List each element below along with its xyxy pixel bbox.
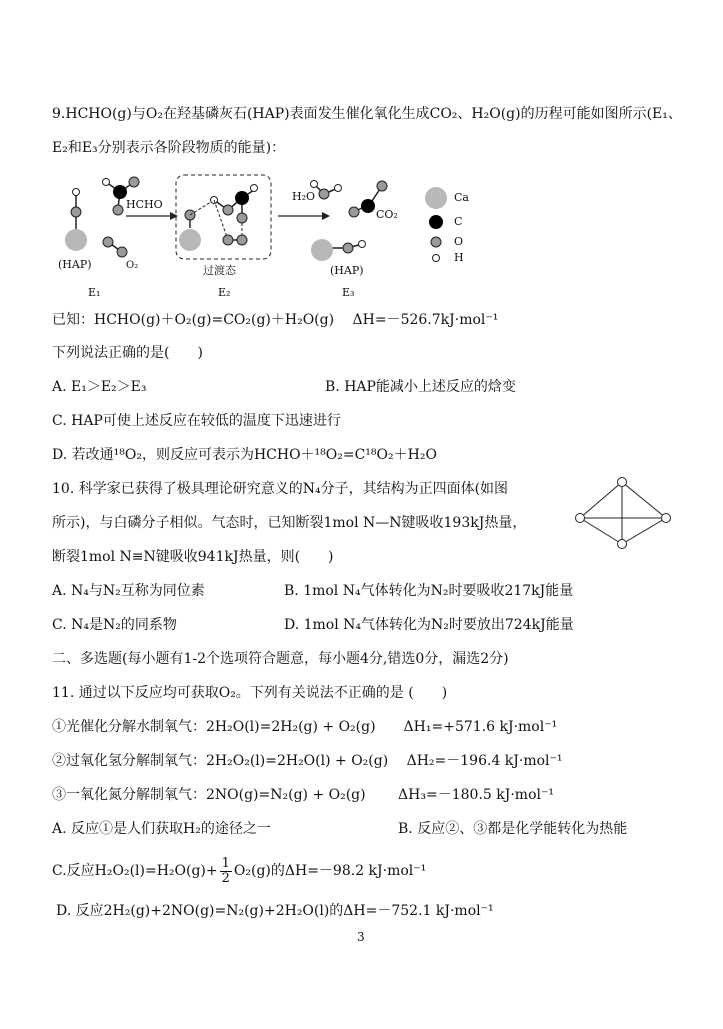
fraction-denominator: 2: [221, 870, 230, 886]
q11-option-c-part2: O₂(g)的ΔH=－98.2 kJ·mol⁻¹: [233, 863, 427, 879]
legend-c-swatch: [429, 215, 443, 229]
q9-option-a: A. E₁＞E₂＞E₃: [52, 379, 147, 395]
n-atom: [618, 478, 627, 487]
legend-h-swatch: [433, 255, 440, 262]
n-atom: [662, 514, 671, 523]
transition-state-label: 过渡态: [203, 264, 236, 277]
n4-tetrahedron-figure: [574, 474, 674, 554]
o2-label: O₂: [126, 260, 139, 271]
q11-reaction-3: ③一氧化氮分解制氧气：2NO(g)=N₂(g) + O₂(g) ΔH₃=－180.5 kJ·mol⁻¹: [52, 787, 554, 803]
legend-c-label: C: [454, 215, 463, 228]
q11-option-c: [52, 854, 426, 888]
q10-stem-line3: 断裂1mol N≡N键吸收941kJ热量，则( ): [52, 549, 334, 565]
q9-stem-line1: 9.HCHO(g)与O₂在羟基磷灰石(HAP)表面发生催化氧化生成CO₂、H₂O(g)的历程可能如图所示(E₁、: [52, 106, 682, 122]
q11-option-a: A. 反应①是人们获取H₂的途径之一: [52, 821, 271, 837]
q10-option-a: A. N₄与N₂互称为同位素: [52, 583, 205, 599]
page-number: 3: [357, 930, 365, 944]
ca-atom: [65, 229, 87, 251]
q9-option-c: C. HAP可使上述反应在较低的温度下迅速进行: [52, 413, 341, 429]
q11-reaction-2: ②过氧化氢分解制氧气：2H₂O₂(l)=2H₂O(l) + O₂(g) ΔH₂=－196.4 kJ·mol⁻¹: [52, 753, 563, 769]
reaction-mechanism-diagram: [52, 170, 492, 305]
q9-known: 已知：HCHO(g)＋O₂(g)=CO₂(g)＋H₂O(g) ΔH=－526.7kJ·mol⁻¹: [52, 312, 499, 328]
e3-label: E₃: [342, 286, 355, 299]
h2o-label: H₂O: [292, 190, 316, 203]
legend-ca-label: Ca: [454, 191, 469, 204]
q10-option-b: B. 1mol N₄气体转化为N₂时要吸收217kJ能量: [284, 583, 574, 599]
q9-option-d: D. 若改通¹⁸O₂，则反应可表示为HCHO＋¹⁸O₂=C¹⁸O₂＋H₂O: [52, 447, 437, 463]
legend-o-label: O: [454, 235, 464, 248]
n-atom: [576, 514, 585, 523]
q11-reaction-1: ①光催化分解水制氧气：2H₂O(l)=2H₂(g) + O₂(g) ΔH₁=+571.6 kJ·mol⁻¹: [52, 719, 558, 735]
h-atom: [73, 189, 80, 196]
one-half-fraction: [220, 857, 232, 886]
section-heading-multiple-choice: 二、多选题(每小题有1-2个选项符合题意，每小题4分,错选0分，漏选2分): [52, 651, 509, 667]
mechanism-figure: [52, 170, 492, 305]
q10-option-d: D. 1mol N₄气体转化为N₂时要放出724kJ能量: [284, 617, 574, 633]
fraction-numerator: 1: [221, 855, 230, 871]
e2-label: E₂: [218, 286, 231, 299]
q11-option-d: D. 反应2H₂(g)+2NO(g)=N₂(g)+2H₂O(l)的ΔH=－752.1 kJ·mol⁻¹: [56, 903, 494, 919]
legend-ca-swatch: [425, 187, 447, 209]
q11-option-b: B. 反应②、③都是化学能转化为热能: [398, 821, 628, 837]
legend-o-swatch: [431, 237, 441, 247]
q9-option-b: B. HAP能减小上述反应的焓变: [325, 379, 516, 395]
n-atom: [618, 540, 627, 549]
c-atom: [113, 185, 127, 199]
q10-stem-line2: 所示)，与白磷分子相似。气态时，已知断裂1mol N—N键吸收193kJ热量，: [52, 515, 527, 531]
q9-ask: 下列说法正确的是( ): [52, 345, 203, 361]
q10-option-c: C. N₄是N₂的同系物: [52, 617, 177, 633]
q11-option-c-part1: C.反应H₂O₂(l)=H₂O(g)+: [52, 863, 218, 879]
legend-h-label: H: [454, 251, 464, 264]
q11-stem: 11. 通过以下反应均可获取O₂。下列有关说法不正确的是 ( ): [52, 685, 448, 701]
e1-label: E₁: [88, 286, 101, 299]
o-atom: [71, 207, 81, 217]
hap-label-2: (HAP): [330, 264, 364, 277]
q10-stem-line1: 10. 科学家已获得了极具理论研究意义的N₄分子，其结构为正四面体(如图: [52, 481, 509, 497]
hap-label-1: (HAP): [58, 258, 92, 271]
co2-label: CO₂: [376, 208, 398, 221]
q9-stem-line2: E₂和E₃分别表示各阶段物质的能量)：: [52, 140, 286, 156]
hcho-label: HCHO: [126, 198, 163, 211]
